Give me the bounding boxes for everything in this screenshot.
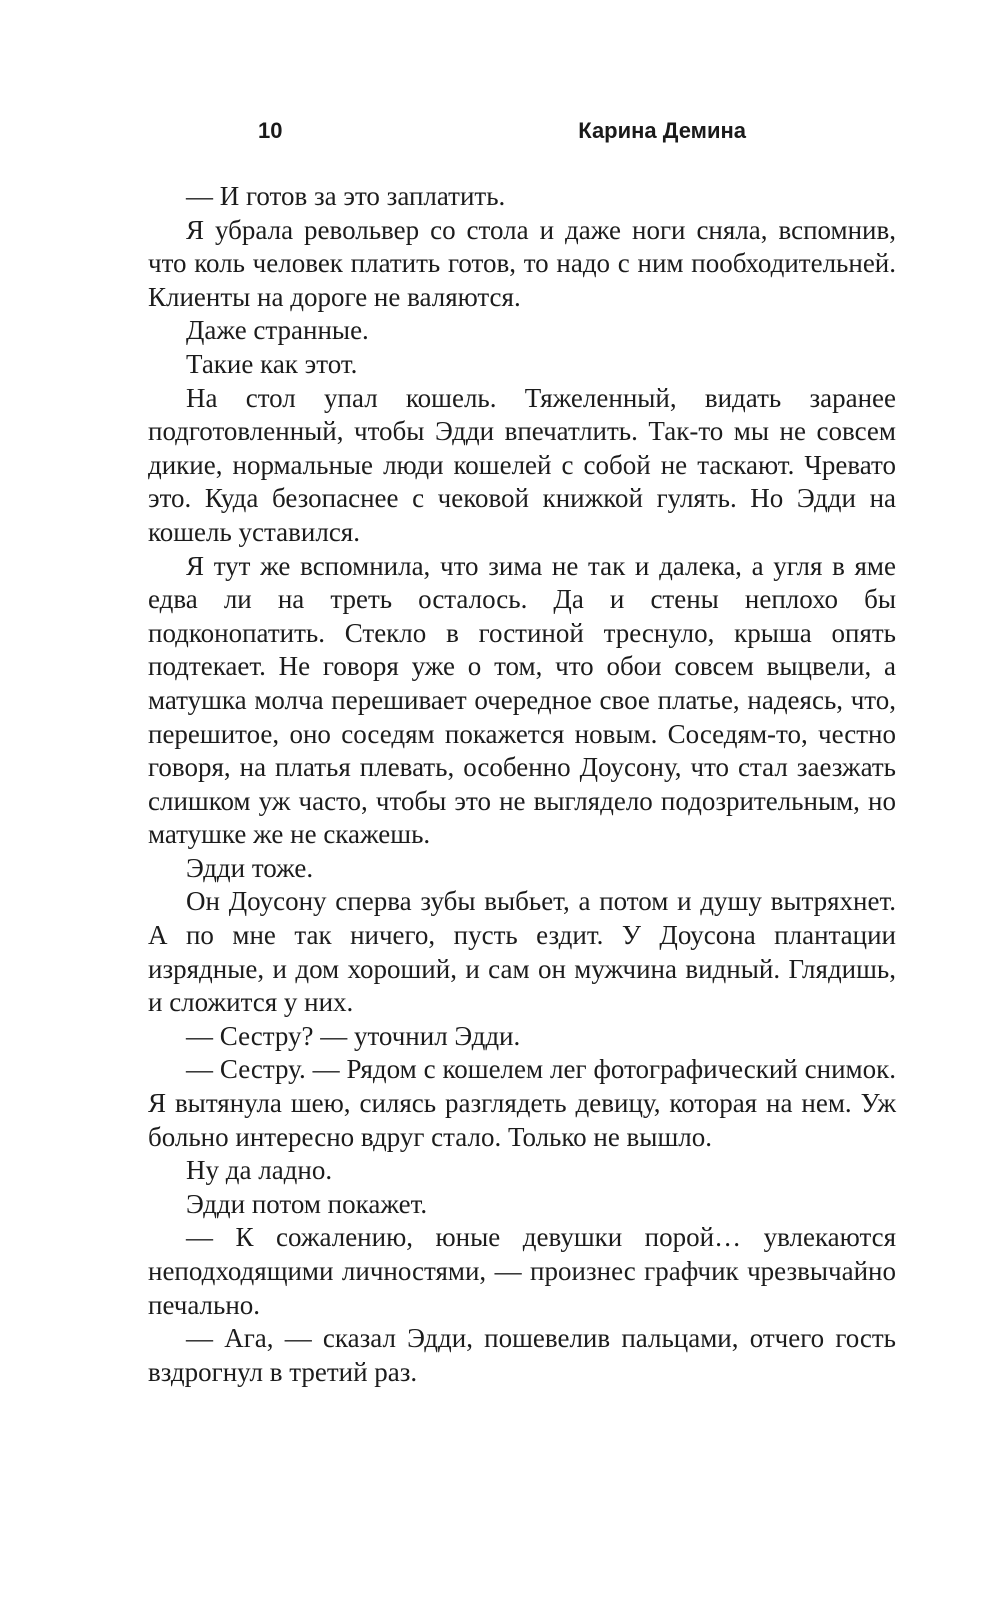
- paragraph: — И готов за это заплатить.: [186, 181, 506, 211]
- paragraph: — Сестру? — уточнил Эдди.: [186, 1020, 521, 1051]
- paragraph: Даже странные.: [186, 315, 369, 346]
- paragraph: Он Доусону сперва зубы выбьет, а потом и душу вытряхнет. А по мне так ничего, пусть ездит. У Доусона плантации изрядные, и дом хороший, и сам он мужчина видный. Глядишь, и сложится у них.: [148, 886, 896, 1018]
- header-author: Карина Демина: [578, 118, 746, 143]
- running-header: [148, 118, 746, 150]
- paragraph: — Сестру. — Рядом с кошелем лег фотографический снимок. Я вытянула шею, силясь разглядеть девицу, которая на нем. Уж больно интересно вдруг стало. Только не вышло.: [148, 1054, 896, 1152]
- paragraph: Я убрала револьвер со стола и даже ноги сняла, вспомнив, что коль человек платить готов, то надо с ним пообходительней. Клиенты на дороге не валяются.: [148, 214, 896, 312]
- paragraph: Я тут же вспомнила, что зима не так и далека, а угля в яме едва ли на треть осталось. Да и стены неплохо бы подконопатить. Стекло в гостиной треснуло, крыша опять подтекает. Не говоря уже о том, что обои совсем выцвели, а матушка молча перешивает очередное свое платье, надеясь, что, перешитое, оно соседям покажется новым. Соседям-то, честно говоря, на платья плевать, особенно Доусону, что стал заезжать слишком уж часто, чтобы это не выглядело подозрительным, но матушке же не скажешь.: [148, 550, 896, 850]
- body-text: [148, 180, 896, 1389]
- paragraph: Такие как этот.: [186, 348, 358, 379]
- paragraph: Ну да ладно.: [186, 1155, 333, 1186]
- paragraph: Эдди потом покажет.: [186, 1188, 428, 1219]
- paragraph: Эдди тоже.: [186, 852, 314, 883]
- paragraph: — Ага, — сказал Эдди, пошевелив пальцами, отчего гость вздрогнул в третий раз.: [148, 1323, 896, 1387]
- page-number: 10: [258, 118, 283, 143]
- paragraph: На стол упал кошель. Тяжеленный, видать заранее подготовленный, чтобы Эдди впечатлить. Так-то мы не совсем дикие, нормальные люди кошелей с собой не таскают. Чревато это. Куда безопаснее с чековой книжкой гулять. Но Эдди на кошель уставился.: [148, 382, 896, 547]
- paragraph: — К сожалению, юные девушки порой… увлекаются неподходящими личностями, — произнес графчик чрезвычайно печально.: [148, 1222, 896, 1320]
